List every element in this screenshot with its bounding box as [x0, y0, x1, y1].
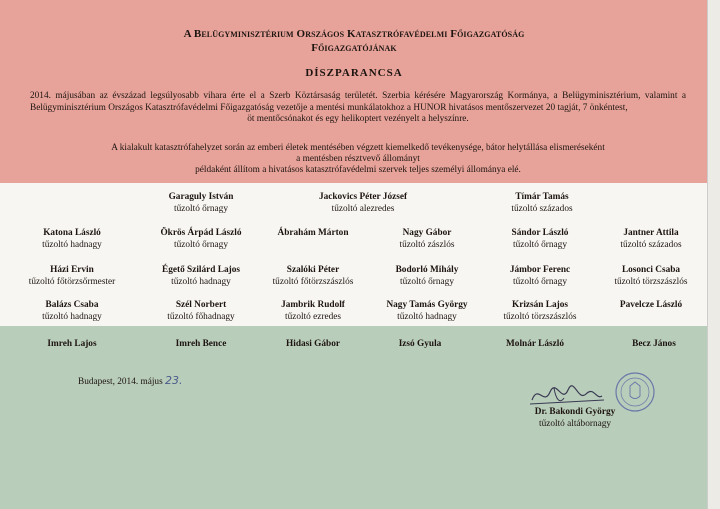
honoree — [581, 299, 720, 311]
honoree-name: Losonci Csaba — [621, 265, 681, 275]
signature-scribble — [530, 386, 604, 404]
honoree-name: Becz János — [632, 339, 676, 349]
honoree-rank: tűzoltó őrnagy — [174, 204, 228, 214]
honoree-name: Jantner Attila — [623, 228, 679, 238]
honoree-name: Hidasi Gábor — [286, 339, 340, 349]
commendation-line-2: a mentésben résztvevő állományt — [296, 154, 420, 164]
honoree-name: Jambrik Rudolf — [281, 300, 345, 310]
honoree-rank: tűzoltó törzszászlós — [503, 312, 577, 322]
honoree-name: Ökrös Árpád László — [160, 228, 242, 238]
signatory-name: Dr. Bakondi György — [534, 407, 616, 417]
honoree-rank: tűzoltó hadnagy — [42, 312, 102, 322]
honoree — [581, 227, 720, 251]
place-and-date — [78, 374, 183, 387]
honoree-rank: tűzoltó hadnagy — [171, 277, 231, 287]
honoree-name: Katona László — [43, 228, 101, 238]
org-line-2: Főigazgatójának — [311, 42, 397, 54]
honoree — [131, 191, 271, 215]
honoree-rank: tűzoltó őrnagy — [174, 240, 228, 250]
honoree-name: Nagy Gábor — [402, 228, 452, 238]
honoree-rank: tűzoltó hadnagy — [42, 240, 102, 250]
honoree-rank: tűzoltó főtörzsőrmester — [28, 277, 116, 287]
honoree-name: Szalóki Péter — [286, 265, 340, 275]
honoree-name: Jámbor Ferenc — [509, 265, 571, 275]
intro-paragraph — [30, 91, 686, 126]
honoree-rank: tűzoltó százados — [620, 240, 682, 250]
honoree — [2, 338, 142, 350]
honoree-name: Ábrahám Márton — [277, 228, 349, 238]
honoree — [581, 264, 720, 288]
honoree-rank: tűzoltó százados — [511, 204, 573, 214]
honoree-rank: tűzoltó őrnagy — [400, 277, 454, 287]
intro-paragraph-end: öt mentőcsónakot és egy helikoptert vezényelt a helyszínre. — [247, 114, 469, 124]
honoree-name: Balázs Csaba — [45, 300, 99, 310]
honoree-rank: tűzoltó főhadnagy — [167, 312, 235, 322]
honoree-rank: tűzoltó őrnagy — [513, 240, 567, 250]
honoree — [2, 299, 142, 323]
honoree — [2, 264, 142, 288]
place-date-text: Budapest, 2014. május — [78, 377, 163, 387]
honoree-rank: tűzoltó törzszászlós — [614, 277, 688, 287]
honoree-name: Imreh Bence — [175, 339, 227, 349]
honoree-name: Szél Norbert — [175, 300, 227, 310]
honoree-name: Bodorló Mihály — [395, 265, 459, 275]
honoree-name: Házi Ervin — [50, 265, 94, 275]
page-edge — [707, 0, 720, 509]
commendation-line-1: A kialakult katasztrófahelyzet során az emberi életek mentésében végzett kiemelkedő tevékenysége, bátor helytállása elismeréseként — [111, 143, 605, 153]
org-line-1: A Belügyminisztérium Országos Katasztrófavédelmi Főigazgatóság — [183, 28, 525, 40]
commendation-line-3: példaként állítom a hivatásos katasztrófavédelmi szervek teljes személyi állománya elé. — [195, 165, 521, 175]
handwritten-day: 23. — [165, 374, 183, 387]
honoree-name: Tímár Tamás — [515, 192, 569, 202]
honoree — [2, 227, 142, 251]
honoree-rank: tűzoltó ezredes — [284, 312, 341, 322]
honoree-name: Izsó Gyula — [398, 339, 442, 349]
honoree — [472, 191, 612, 215]
honoree-name: Nagy Tamás György — [386, 300, 468, 310]
honoree — [283, 191, 443, 215]
honoree-name: Molnár László — [506, 339, 564, 349]
honoree-name: Krizsán Lajos — [511, 300, 569, 310]
honoree-rank: tűzoltó hadnagy — [397, 312, 457, 322]
commendation-paragraph — [60, 143, 656, 176]
signatory-rank: tűzoltó altábornagy — [538, 419, 612, 429]
honoree-name: Jackovics Péter József — [318, 192, 408, 202]
honoree-name: Égető Szilárd Lajos — [162, 265, 240, 275]
intro-paragraph-main: 2014. májusában az évszázad legsúlyosabb vihara érte el a Szerb Köztársaság területét. Szerbia kérésére Magyarország Kormánya, a Belügyminisztérium, valamint a Belügyminisztérium Országos Katasztrófavédelmi Főigazgatóság vezetője a mentési munkálatokhoz a HUNOR hivatásos mentőszervezet 20 tagját, 7 önkéntest, — [30, 91, 686, 113]
honoree-name: Pavelcze László — [619, 300, 683, 310]
document-title: DÍSZPARANCSA — [305, 67, 403, 79]
honoree-name: Garaguly István — [168, 192, 234, 202]
honoree — [584, 338, 720, 350]
signatory-block — [500, 406, 650, 430]
honoree-rank: tűzoltó őrnagy — [513, 277, 567, 287]
issuing-organization — [0, 27, 708, 55]
honoree-name: Sándor László — [511, 228, 569, 238]
honoree-name: Imreh Lajos — [47, 339, 97, 349]
honoree-rank: tűzoltó zászlós — [399, 240, 455, 250]
honoree-rank: tűzoltó alezredes — [331, 204, 395, 214]
honoree-rank: tűzoltó főtörzszászlós — [272, 277, 354, 287]
